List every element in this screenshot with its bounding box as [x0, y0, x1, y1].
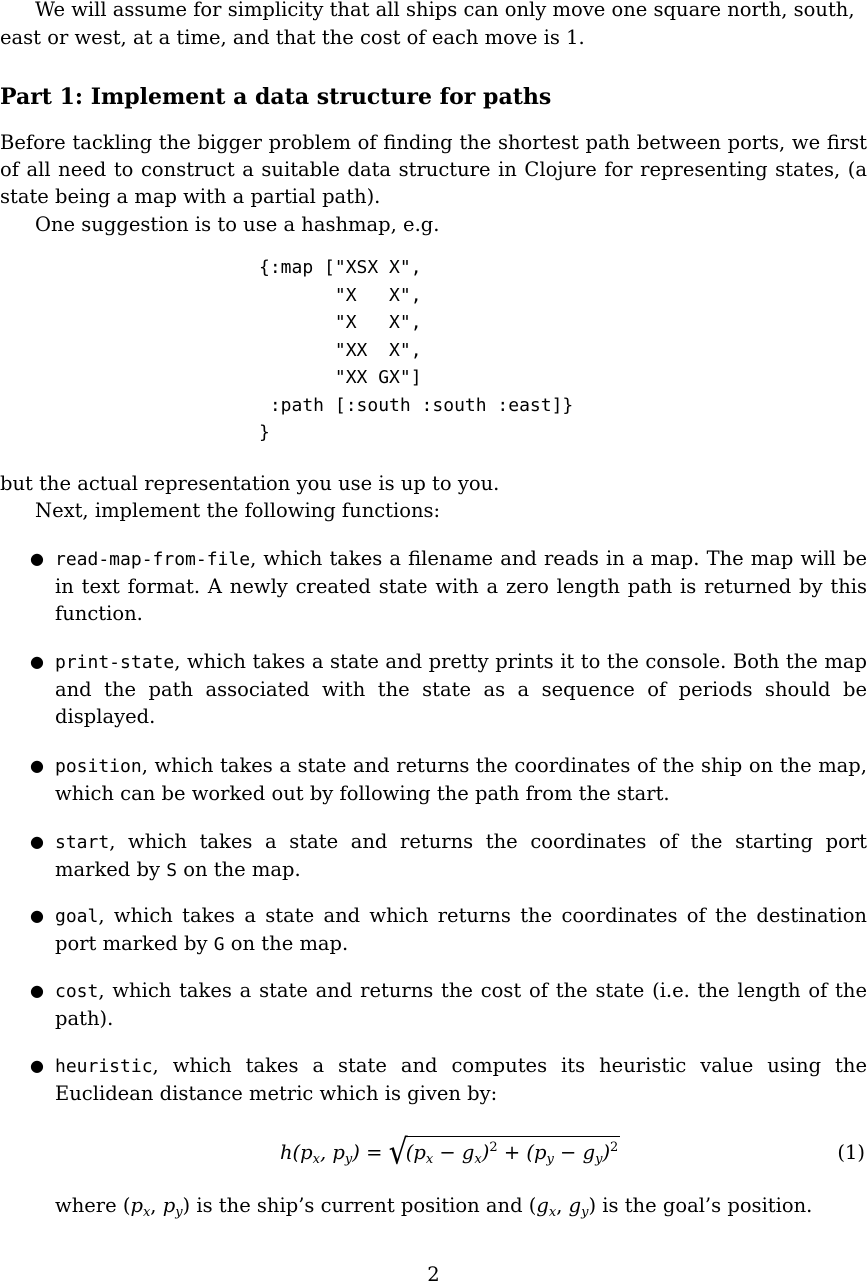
- function-name: goal: [55, 906, 99, 927]
- bullet-icon: ●: [30, 981, 44, 1000]
- symbol-s: S: [166, 860, 178, 881]
- list-item-read-map-from-file: [0, 545, 867, 627]
- equation-number: (1): [837, 1141, 865, 1164]
- list-item-print-state: [0, 648, 867, 730]
- function-name: start: [55, 832, 110, 853]
- equation-heuristic: $h(p_x$, $p_y) = √(p_x - g_x)^2 + (p_y - g_y)^2$: [280, 1132, 619, 1173]
- function-name: cost: [55, 981, 99, 1002]
- list-item-heuristic: [0, 1052, 867, 1107]
- function-name: print-state: [55, 652, 175, 673]
- function-description: , which takes a state and pretty prints it to the console. Both the map and the path associated with the state as a sequence of periods should be displayed.: [55, 650, 867, 728]
- intro-line-2: east or west, at a time, and that the cost of each move is 1.: [0, 26, 585, 49]
- function-name: position: [55, 756, 142, 777]
- paragraph-suggestion: One suggestion is to use a hashmap, e.g.: [35, 213, 440, 236]
- section-heading: Part 1: Implement a data structure for paths: [0, 84, 552, 110]
- function-description-tail: on the map.: [177, 858, 301, 881]
- function-description-tail: on the map.: [224, 932, 349, 955]
- function-description: , which takes a filename and reads in a map. The map will be in text format. A newly created state with a zero length path is returned by this function.: [55, 547, 867, 625]
- bullet-icon: ●: [30, 652, 44, 671]
- function-description: , which takes a state and returns the cost of the state (i.e. the length of the path).: [55, 979, 867, 1030]
- function-description: , which takes a state and returns the coordinates of the starting port marked by: [55, 830, 867, 881]
- sqrt-icon: √: [388, 1132, 408, 1173]
- bullet-icon: ●: [30, 906, 44, 925]
- equation-explanation: where ($p_x$, $p_y$) is the ship’s current position and ($g_x$, $g_y$) is the goal’s position.: [55, 1194, 813, 1220]
- list-item-goal: [0, 902, 867, 958]
- function-description: , which takes a state and which returns the coordinates of the destination port marked by: [55, 904, 867, 955]
- paragraph-representation: but the actual representation you use is up to you.: [0, 472, 500, 495]
- function-name: heuristic: [55, 1056, 153, 1077]
- list-item-start: [0, 828, 867, 884]
- function-description: , which takes a state and computes its heuristic value using the Euclidean distance metric which is given by:: [55, 1054, 867, 1105]
- bullet-icon: ●: [30, 756, 44, 775]
- intro-line-1: We will assume for simplicity that all ships can only move one square north, south,: [35, 0, 855, 21]
- bullet-icon: ●: [30, 549, 44, 568]
- page-number: 2: [427, 1263, 440, 1286]
- paragraph-intro: Before tackling the bigger problem of finding the shortest path between ports, we first of all need to construct a suitable data structure in Clojure for representing states, (a state being a map with a partial path).: [0, 131, 867, 208]
- list-item-cost: [0, 977, 867, 1032]
- list-item-position: [0, 752, 867, 807]
- bullet-icon: ●: [30, 832, 44, 851]
- symbol-g: G: [213, 934, 225, 955]
- function-name: read-map-from-file: [55, 549, 251, 570]
- code-block: {:map ["XSX X", "X X", "X X", "XX X", "XX GX"] :path [:south :south :east]} }: [259, 257, 574, 443]
- paragraph-next: Next, implement the following functions:: [35, 499, 441, 522]
- function-description: , which takes a state and returns the coordinates of the ship on the map, which can be worked out by following the path from the start.: [55, 754, 867, 805]
- bullet-icon: ●: [30, 1056, 44, 1075]
